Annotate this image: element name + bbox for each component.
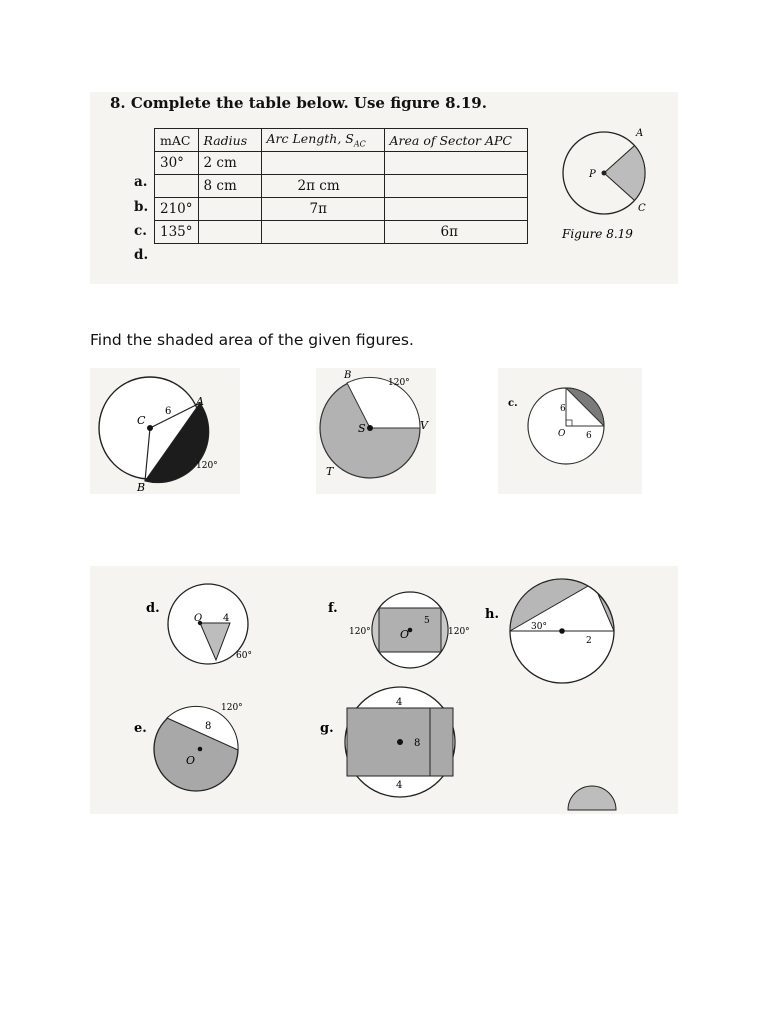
point-s-label: S bbox=[358, 422, 366, 435]
table-row: 8 cm 2π cm bbox=[155, 175, 528, 198]
row-label: a. bbox=[134, 174, 148, 190]
question-8-panel bbox=[90, 92, 678, 284]
table-row: 135° 6π bbox=[155, 221, 528, 244]
question-title: 8. Complete the table below. Use figure 8.19. bbox=[110, 94, 487, 112]
radius-label: 8 bbox=[205, 721, 212, 732]
table-row: 30° 2 cm bbox=[155, 152, 528, 175]
center-label: O bbox=[558, 429, 566, 439]
angle-left-label: 120° bbox=[349, 627, 371, 637]
center-label: O bbox=[194, 613, 203, 624]
point-c-label: C bbox=[137, 414, 146, 427]
figure-f-label: f. bbox=[328, 601, 338, 616]
point-p-label: P bbox=[589, 169, 596, 180]
point-v-label: V bbox=[420, 419, 428, 432]
arc-table bbox=[154, 128, 528, 244]
side-label: 6 bbox=[560, 404, 566, 414]
row-label: d. bbox=[134, 247, 149, 263]
radius-label: 2 bbox=[586, 636, 592, 646]
header-arc-measure: mAC bbox=[155, 129, 199, 152]
radius-label: 4 bbox=[223, 613, 230, 624]
point-b-label: B bbox=[344, 370, 352, 381]
figure-c-panel bbox=[498, 368, 642, 494]
angle-label: 120° bbox=[221, 703, 243, 713]
point-c-label: C bbox=[638, 203, 646, 214]
side-label: 6 bbox=[586, 431, 592, 441]
center-label: O bbox=[400, 628, 410, 641]
radius-label: 6 bbox=[165, 406, 172, 417]
figure-label: c. bbox=[508, 398, 518, 409]
instruction-text: Find the shaded area of the given figures. bbox=[90, 331, 414, 349]
figure-c bbox=[498, 368, 642, 494]
figure-caption: Figure 8.19 bbox=[562, 227, 633, 241]
angle-label: 120° bbox=[388, 378, 410, 388]
header-radius: Radius bbox=[198, 129, 261, 152]
figure-8-19 bbox=[552, 118, 678, 248]
figure-b bbox=[316, 368, 436, 494]
table-row: 210° 7π bbox=[155, 198, 528, 221]
angle-label: 120° bbox=[196, 461, 218, 471]
center-label: O bbox=[186, 754, 196, 767]
point-t-label: T bbox=[326, 465, 334, 478]
top-label: 4 bbox=[396, 697, 403, 708]
bottom-label: 4 bbox=[396, 780, 403, 791]
partial-circle bbox=[568, 786, 616, 810]
figure-g-label: g. bbox=[320, 721, 334, 736]
figures-d-h bbox=[90, 566, 678, 814]
angle-label: 60° bbox=[236, 651, 252, 661]
row-label: c. bbox=[134, 223, 147, 239]
middle-label: 8 bbox=[414, 738, 421, 749]
point-a-label: A bbox=[636, 128, 644, 139]
header-arc-length: Arc Length, $S_{AC}$ bbox=[261, 129, 384, 152]
angle-right-label: 120° bbox=[448, 627, 470, 637]
row-label: b. bbox=[134, 199, 149, 215]
figure-d-label: d. bbox=[146, 601, 160, 616]
figure-b-panel bbox=[316, 368, 436, 494]
figure-a-panel bbox=[90, 368, 240, 494]
figure-a bbox=[90, 368, 240, 494]
figure-h-label: h. bbox=[485, 607, 499, 622]
figures-d-h-panel bbox=[90, 566, 678, 814]
point-b-label: B bbox=[137, 481, 146, 494]
figure-e-label: e. bbox=[134, 721, 147, 736]
table-header-row bbox=[155, 129, 528, 152]
angle-label: 30° bbox=[531, 622, 547, 632]
point-a-label: A bbox=[196, 395, 204, 408]
radius-label: 5 bbox=[424, 616, 430, 626]
header-sector-area: Area of Sector APC bbox=[384, 129, 527, 152]
